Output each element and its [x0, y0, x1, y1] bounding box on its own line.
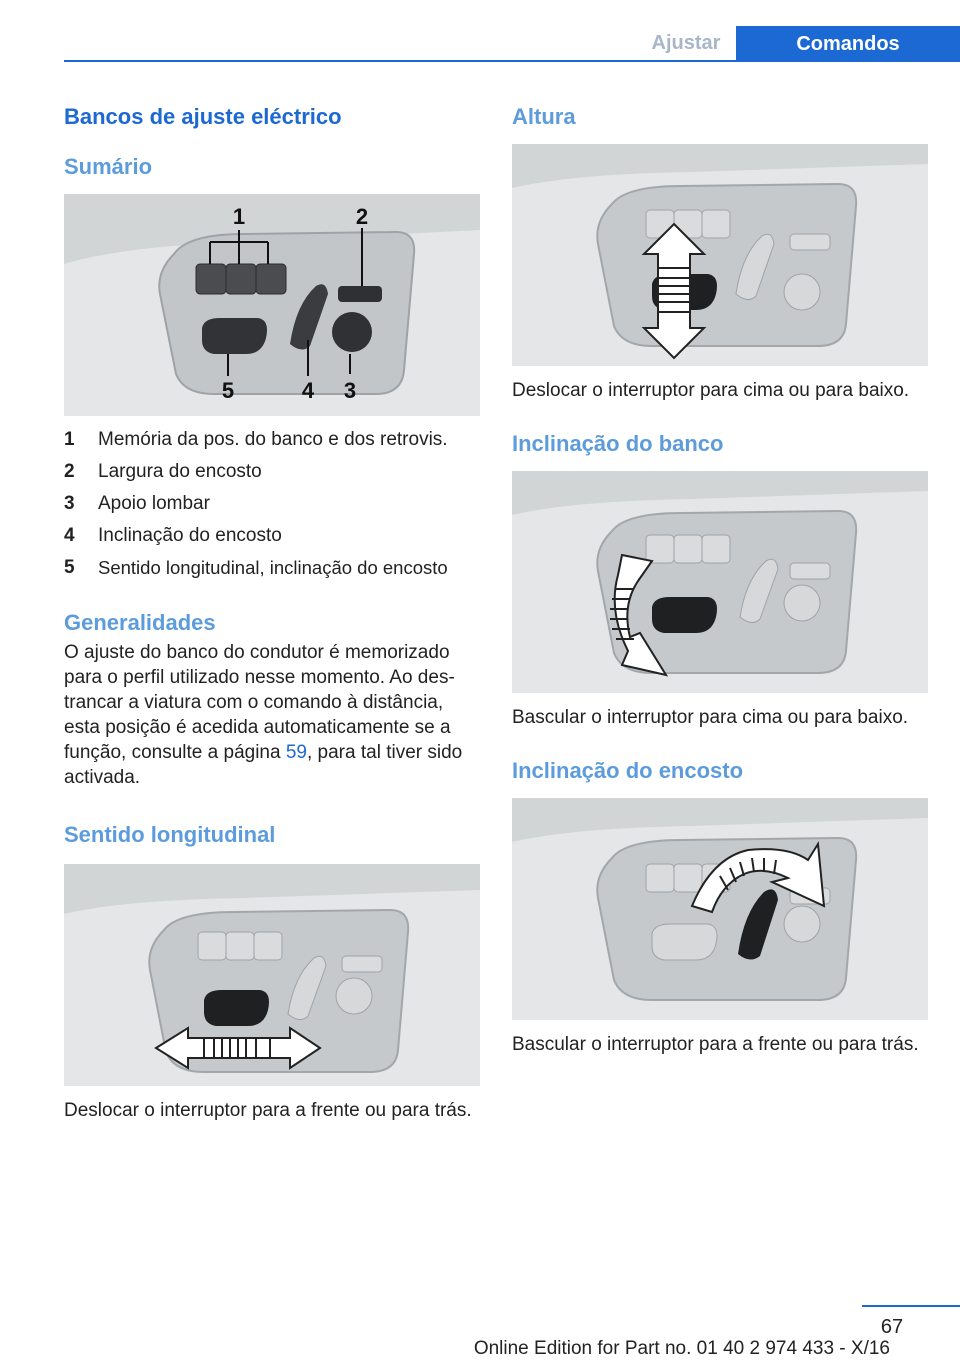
- header-chapter-tab[interactable]: Comandos: [736, 26, 960, 62]
- page-title: Bancos de ajuste eléctrico: [64, 104, 342, 129]
- header-rule: [64, 60, 960, 62]
- page-link[interactable]: 59: [285, 742, 307, 763]
- callout-3: 3: [343, 378, 357, 403]
- longitudinal-adjust-image: [64, 864, 480, 1086]
- height-heading: Altura: [512, 104, 576, 129]
- edition-note: Online Edition for Part no. 01 40 2 974 433 - X/16: [473, 1338, 890, 1359]
- left-column: [64, 100, 480, 1123]
- callout-2: 2: [355, 204, 369, 229]
- backrest-heading: Inclinação do encosto: [512, 758, 744, 783]
- height-caption: Deslocar o interruptor para cima ou para baixo.: [512, 380, 910, 401]
- backrest-caption: Bascular o interruptor para a frente ou para trás.: [512, 1034, 919, 1055]
- callout-4: 4: [301, 378, 315, 403]
- summary-heading: Sumário: [64, 154, 153, 179]
- list-item: 1 Memória da pos. do banco e dos retrovis.: [64, 429, 448, 450]
- list-item: 5 Sentido longitudinal, inclinação do encosto: [64, 557, 448, 578]
- general-paragraph: O ajuste do banco do condutor é memorizado para o perfil utilizado nesse momento. Ao des‐trancar a viatura com o comando à distância, esta posição é acedida automaticamente se a função, consulte a página 59, para tal tiver sido activada.: [64, 642, 463, 788]
- seat-tilt-heading: Inclinação do banco: [512, 431, 724, 456]
- footer-rule: [862, 1305, 960, 1307]
- summary-list: [64, 424, 480, 584]
- seat-tilt-image: [512, 471, 928, 693]
- header-section-tab[interactable]: Ajustar: [651, 31, 721, 54]
- callout-1: 1: [232, 204, 246, 229]
- longitudinal-caption: Deslocar o interruptor para a frente ou para trás.: [64, 1100, 472, 1121]
- seat-controls-overview-image: [64, 194, 480, 416]
- page-number: 67: [880, 1316, 904, 1338]
- right-column: [512, 100, 928, 1057]
- list-item: 3 Apoio lombar: [64, 493, 210, 514]
- backrest-tilt-image: [512, 798, 928, 1020]
- longitudinal-heading: Sentido longitudinal: [64, 822, 276, 847]
- list-item: 2 Largura do encosto: [64, 461, 262, 482]
- general-heading: Generalidades: [64, 610, 216, 635]
- height-adjust-image: [512, 144, 928, 366]
- seat-tilt-caption: Bascular o interruptor para cima ou para baixo.: [512, 707, 909, 728]
- callout-5: 5: [221, 378, 235, 403]
- list-item: 4 Inclinação do encosto: [64, 525, 282, 546]
